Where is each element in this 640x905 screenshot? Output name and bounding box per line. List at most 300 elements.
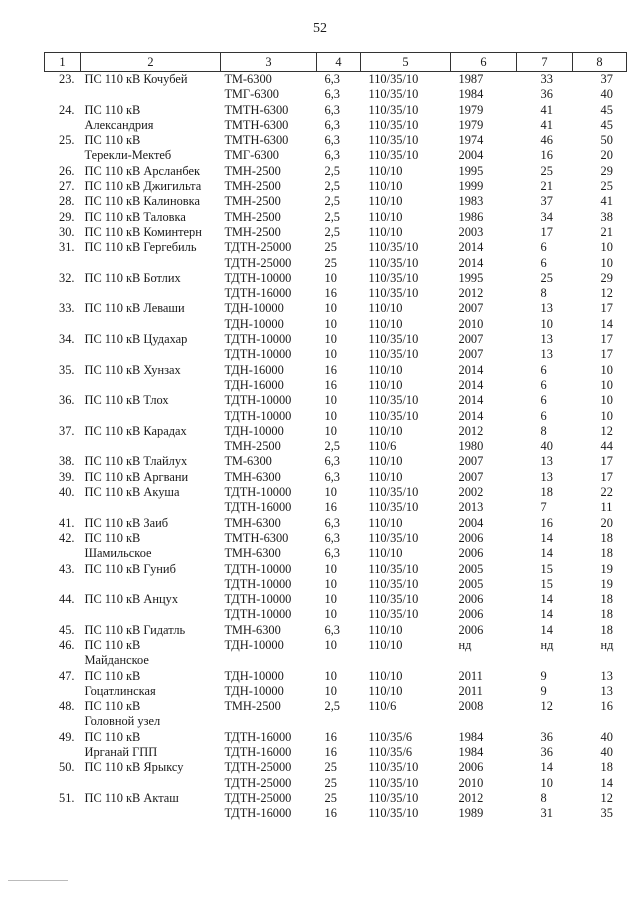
voltage-cell: 110/35/10: [368, 240, 419, 255]
transformer-type-cell: ТДТН-10000: [224, 561, 292, 576]
transformer-type-cell: ТДТН-10000: [224, 408, 292, 423]
row-number-cell: [45, 378, 81, 393]
row-number-cell: 48.: [59, 699, 75, 714]
table-row: [45, 409, 627, 424]
capacity-cell: 10: [324, 607, 337, 622]
capacity-cell: 25: [324, 760, 337, 775]
voltage-cell: 110/35/10: [368, 393, 419, 408]
row-number-cell: 23.: [59, 72, 75, 86]
voltage-cell: 110/10: [368, 637, 403, 652]
transformer-type-cell: ТМТН-6300: [224, 102, 289, 117]
service-years-cell: 36: [540, 745, 553, 760]
total-years-cell: 13: [600, 683, 613, 698]
row-number-cell: [45, 439, 81, 454]
total-years-cell: 18: [600, 607, 613, 622]
voltage-cell: 110/10: [368, 316, 403, 331]
year-installed-cell: 1980: [458, 439, 484, 454]
capacity-cell: 6,3: [324, 148, 340, 163]
voltage-cell: 110/35/10: [368, 806, 419, 821]
year-installed-cell: 2006: [458, 530, 484, 545]
table-row: [45, 806, 627, 821]
total-years-cell: 29: [600, 270, 613, 285]
year-installed-cell: 1989: [458, 806, 484, 821]
service-years-cell: 12: [540, 699, 553, 714]
table-row: [45, 760, 627, 775]
substation-name-cell: ПС 110 кВ: [84, 637, 141, 652]
row-number-cell: 29.: [59, 209, 75, 224]
total-years-cell: 25: [600, 179, 613, 194]
row-number-cell: [45, 286, 81, 301]
transformer-type-cell: ТМН-2500: [224, 194, 281, 209]
year-installed-cell: 1984: [458, 729, 484, 744]
substation-name-cell: [81, 439, 221, 454]
total-years-cell: 17: [600, 301, 613, 316]
total-years-cell: 38: [600, 209, 613, 224]
table-row: [45, 439, 627, 454]
service-years-cell: 25: [540, 270, 553, 285]
voltage-cell: 110/35/10: [368, 500, 419, 515]
table-row: [45, 72, 627, 88]
substation-name-cell: [81, 409, 221, 424]
total-years-cell: 22: [600, 485, 613, 500]
total-years-cell: 14: [600, 775, 613, 790]
row-number-cell: 39.: [59, 469, 75, 484]
voltage-cell: 110/10: [368, 179, 403, 194]
year-installed-cell: 1984: [458, 745, 484, 760]
substation-name-cell: [81, 317, 221, 332]
voltage-cell: 110/35/10: [368, 148, 419, 163]
transformer-type-cell: [221, 714, 317, 729]
row-number-cell: 34.: [59, 332, 75, 347]
transformer-type-cell: ТМН-2500: [224, 699, 281, 714]
year-installed-cell: 2014: [458, 255, 484, 270]
service-years-cell: 41: [540, 117, 553, 132]
total-years-cell: [573, 653, 627, 668]
substation-name-cell: ПС 110 кВ Таловка: [84, 209, 186, 224]
total-years-cell: 37: [600, 72, 613, 86]
table-row: [45, 256, 627, 271]
transformer-type-cell: ТДТН-25000: [224, 775, 292, 790]
total-years-cell: 21: [600, 224, 613, 239]
service-years-cell: 6: [540, 240, 547, 255]
substation-name-cell: ПС 110 кВ: [84, 729, 141, 744]
voltage-cell: 110/35/10: [368, 347, 419, 362]
table-row: [45, 378, 627, 393]
row-number-cell: [45, 776, 81, 791]
service-years-cell: 8: [540, 423, 547, 438]
transformer-type-cell: ТДТН-25000: [224, 240, 292, 255]
row-number-cell: [45, 806, 81, 821]
column-header-1: 1: [45, 53, 81, 72]
row-number-cell: 26.: [59, 163, 75, 178]
transformer-type-cell: ТМН-2500: [224, 224, 281, 239]
service-years-cell: 10: [540, 316, 553, 331]
total-years-cell: 17: [600, 454, 613, 469]
year-installed-cell: 2007: [458, 301, 484, 316]
voltage-cell: 110/35/6: [368, 729, 413, 744]
capacity-cell: 10: [324, 485, 337, 500]
row-number-cell: 33.: [59, 301, 75, 316]
total-years-cell: 41: [600, 194, 613, 209]
year-installed-cell: 1979: [458, 102, 484, 117]
row-number-cell: 36.: [59, 393, 75, 408]
voltage-cell: 110/6: [368, 699, 397, 714]
total-years-cell: нд: [600, 637, 614, 652]
capacity-cell: 6,3: [324, 133, 340, 148]
service-years-cell: 10: [540, 775, 553, 790]
service-years-cell: 17: [540, 224, 553, 239]
year-installed-cell: 2010: [458, 775, 484, 790]
capacity-cell: 10: [324, 301, 337, 316]
year-installed-cell: 2004: [458, 148, 484, 163]
substation-name-cell: ПС 110 кВ Цудахар: [84, 332, 188, 347]
table-row: [45, 393, 627, 408]
year-installed-cell: 1984: [458, 87, 484, 102]
capacity-cell: 6,3: [324, 454, 340, 469]
substation-name-cell: ПС 110 кВ Хунзах: [84, 362, 181, 377]
table-row: [45, 531, 627, 546]
voltage-cell: 110/10: [368, 301, 403, 316]
substation-name-cell: Ирганай ГПП: [84, 745, 158, 760]
total-years-cell: 19: [600, 561, 613, 576]
table-row: [45, 776, 627, 791]
capacity-cell: 16: [324, 806, 337, 821]
transformer-type-cell: ТДТН-10000: [224, 592, 292, 607]
transformer-type-cell: ТМН-6300: [224, 622, 281, 637]
substation-name-cell: [81, 776, 221, 791]
row-number-cell: 44.: [59, 592, 75, 607]
table-row: [45, 225, 627, 240]
voltage-cell: 110/10: [368, 668, 403, 683]
year-installed-cell: 2007: [458, 332, 484, 347]
year-installed-cell: 1987: [458, 72, 484, 86]
total-years-cell: 40: [600, 745, 613, 760]
year-installed-cell: 1983: [458, 194, 484, 209]
total-years-cell: 10: [600, 377, 613, 392]
year-installed-cell: нд: [458, 637, 472, 652]
capacity-cell: 25: [324, 775, 337, 790]
total-years-cell: 10: [600, 240, 613, 255]
capacity-cell: 2,5: [324, 439, 340, 454]
capacity-cell: [317, 714, 361, 729]
service-years-cell: 21: [540, 179, 553, 194]
year-installed-cell: [451, 714, 517, 729]
substation-name-cell: ПС 110 кВ Акташ: [84, 790, 179, 805]
table-row: [45, 745, 627, 760]
total-years-cell: 19: [600, 576, 613, 591]
voltage-cell: 110/35/10: [368, 117, 419, 132]
capacity-cell: 10: [324, 576, 337, 591]
service-years-cell: 16: [540, 515, 553, 530]
table-row: [45, 485, 627, 500]
row-number-cell: 45.: [59, 622, 75, 637]
service-years-cell: 6: [540, 255, 547, 270]
capacity-cell: 10: [324, 393, 337, 408]
year-installed-cell: 1999: [458, 179, 484, 194]
year-installed-cell: 2002: [458, 485, 484, 500]
table-row: [45, 516, 627, 531]
service-years-cell: 14: [540, 607, 553, 622]
voltage-cell: 110/35/10: [368, 760, 419, 775]
capacity-cell: 16: [324, 729, 337, 744]
capacity-cell: 6,3: [324, 87, 340, 102]
service-years-cell: 13: [540, 469, 553, 484]
capacity-cell: 2,5: [324, 163, 340, 178]
transformer-type-cell: ТДТН-10000: [224, 347, 292, 362]
capacity-cell: 10: [324, 637, 337, 652]
row-number-cell: 47.: [59, 668, 75, 683]
substation-name-cell: ПС 110 кВ Джигильта: [84, 179, 202, 194]
table-row: [45, 546, 627, 561]
total-years-cell: 10: [600, 393, 613, 408]
table-row: [45, 194, 627, 209]
total-years-cell: 20: [600, 515, 613, 530]
capacity-cell: 6,3: [324, 622, 340, 637]
year-installed-cell: 2006: [458, 760, 484, 775]
voltage-cell: 110/10: [368, 163, 403, 178]
substation-name-cell: [81, 577, 221, 592]
transformer-type-cell: ТДТН-10000: [224, 270, 292, 285]
substation-name-cell: [81, 347, 221, 362]
row-number-cell: 40.: [59, 485, 75, 500]
substation-name-cell: ПС 110 кВ: [84, 133, 141, 148]
table-row: [45, 347, 627, 362]
voltage-cell: 110/10: [368, 209, 403, 224]
transformer-type-cell: ТДН-10000: [224, 668, 284, 683]
substation-name-cell: ПС 110 кВ Гидатль: [84, 622, 186, 637]
table-row: [45, 118, 627, 133]
row-number-cell: [45, 546, 81, 561]
substation-name-cell: ПС 110 кВ Тлайлух: [84, 454, 188, 469]
year-installed-cell: 2011: [458, 668, 483, 683]
total-years-cell: 18: [600, 592, 613, 607]
service-years-cell: 7: [540, 500, 547, 515]
voltage-cell: 110/35/6: [368, 745, 413, 760]
substation-name-cell: Шамильское: [84, 546, 152, 561]
table-row: [45, 179, 627, 194]
service-years-cell: нд: [540, 637, 554, 652]
table-row: [45, 332, 627, 347]
total-years-cell: 45: [600, 102, 613, 117]
capacity-cell: 2,5: [324, 224, 340, 239]
capacity-cell: 16: [324, 362, 337, 377]
table-row: [45, 271, 627, 286]
total-years-cell: 44: [600, 439, 613, 454]
capacity-cell: 2,5: [324, 179, 340, 194]
voltage-cell: 110/35/10: [368, 592, 419, 607]
service-years-cell: 15: [540, 561, 553, 576]
year-installed-cell: 2008: [458, 699, 484, 714]
table-row: [45, 592, 627, 607]
voltage-cell: 110/10: [368, 362, 403, 377]
voltage-cell: 110/10: [368, 194, 403, 209]
transformer-type-cell: ТДТН-10000: [224, 576, 292, 591]
transformer-type-cell: ТДТН-25000: [224, 760, 292, 775]
voltage-cell: [361, 714, 451, 729]
voltage-cell: 110/35/10: [368, 102, 419, 117]
row-number-cell: [45, 607, 81, 622]
total-years-cell: 14: [600, 316, 613, 331]
total-years-cell: 18: [600, 546, 613, 561]
service-years-cell: 6: [540, 393, 547, 408]
table-row: [45, 577, 627, 592]
year-installed-cell: 2014: [458, 408, 484, 423]
transformer-type-cell: ТМТН-6300: [224, 530, 289, 545]
row-number-cell: 31.: [59, 240, 75, 255]
year-installed-cell: 2011: [458, 683, 483, 698]
table-row: [45, 470, 627, 485]
substation-name-cell: ПС 110 кВ Заиб: [84, 515, 169, 530]
service-years-cell: 14: [540, 760, 553, 775]
year-installed-cell: 2005: [458, 561, 484, 576]
total-years-cell: 18: [600, 530, 613, 545]
year-installed-cell: 2004: [458, 515, 484, 530]
transformer-type-cell: ТМН-2500: [224, 209, 281, 224]
service-years-cell: 31: [540, 806, 553, 821]
transformer-type-cell: [221, 653, 317, 668]
substation-name-cell: ПС 110 кВ Тлох: [84, 393, 169, 408]
capacity-cell: 25: [324, 240, 337, 255]
capacity-cell: 6,3: [324, 72, 340, 86]
voltage-cell: 110/35/10: [368, 576, 419, 591]
service-years-cell: 18: [540, 485, 553, 500]
year-installed-cell: 2014: [458, 362, 484, 377]
row-number-cell: 43.: [59, 561, 75, 576]
total-years-cell: 18: [600, 760, 613, 775]
transformer-type-cell: ТМН-6300: [224, 546, 281, 561]
voltage-cell: 110/6: [368, 439, 397, 454]
table-body: [45, 72, 627, 822]
capacity-cell: 6,3: [324, 515, 340, 530]
total-years-cell: 50: [600, 133, 613, 148]
capacity-cell: 6,3: [324, 102, 340, 117]
transformer-type-cell: ТДН-10000: [224, 316, 284, 331]
service-years-cell: 25: [540, 163, 553, 178]
table-row: [45, 240, 627, 255]
year-installed-cell: 2006: [458, 592, 484, 607]
transformer-type-cell: ТДТН-10000: [224, 485, 292, 500]
voltage-cell: [361, 653, 451, 668]
service-years-cell: 13: [540, 301, 553, 316]
substation-name-cell: ПС 110 кВ Анцух: [84, 592, 179, 607]
page-number: 52: [313, 21, 327, 36]
column-header-5: 5: [361, 53, 451, 72]
capacity-cell: 10: [324, 592, 337, 607]
service-years-cell: 6: [540, 362, 547, 377]
service-years-cell: 40: [540, 439, 553, 454]
capacity-cell: 25: [324, 790, 337, 805]
total-years-cell: 40: [600, 87, 613, 102]
substation-name-cell: [81, 500, 221, 515]
table-row: [45, 363, 627, 378]
transformer-type-cell: ТМТН-6300: [224, 133, 289, 148]
transformer-type-cell: ТМ-6300: [224, 454, 272, 469]
service-years-cell: 15: [540, 576, 553, 591]
substation-name-cell: ПС 110 кВ Ботлих: [84, 270, 181, 285]
transformer-type-cell: ТДТН-10000: [224, 332, 292, 347]
table-row: [45, 653, 627, 668]
voltage-cell: 110/10: [368, 683, 403, 698]
year-installed-cell: 2006: [458, 607, 484, 622]
service-years-cell: 14: [540, 546, 553, 561]
row-number-cell: 51.: [59, 790, 75, 805]
capacity-cell: 10: [324, 683, 337, 698]
total-years-cell: 29: [600, 163, 613, 178]
voltage-cell: 110/35/10: [368, 561, 419, 576]
capacity-cell: 10: [324, 561, 337, 576]
table-row: [45, 133, 627, 148]
row-number-cell: 38.: [59, 454, 75, 469]
row-number-cell: 24.: [59, 102, 75, 117]
table-row: [45, 286, 627, 301]
table-row: [45, 148, 627, 163]
transformer-type-cell: ТДТН-10000: [224, 393, 292, 408]
transformer-type-cell: ТДН-16000: [224, 377, 284, 392]
voltage-cell: 110/35/10: [368, 408, 419, 423]
substation-name-cell: [81, 286, 221, 301]
table-row: [45, 454, 627, 469]
row-number-cell: 50.: [59, 760, 75, 775]
row-number-cell: 27.: [59, 179, 75, 194]
table-row: [45, 791, 627, 806]
substation-name-cell: ПС 110 кВ Ярыксу: [84, 760, 184, 775]
substation-name-cell: [81, 607, 221, 622]
table-row: [45, 684, 627, 699]
substation-name-cell: Головной узел: [84, 714, 161, 729]
column-header-3: 3: [221, 53, 317, 72]
substation-table-container: [44, 52, 626, 822]
voltage-cell: 110/10: [368, 622, 403, 637]
transformer-type-cell: ТМН-2500: [224, 163, 281, 178]
transformer-type-cell: ТДТН-16000: [224, 286, 292, 301]
transformer-type-cell: ТДТН-16000: [224, 729, 292, 744]
transformer-type-cell: ТДТН-10000: [224, 607, 292, 622]
table-row: [45, 317, 627, 332]
total-years-cell: 20: [600, 148, 613, 163]
capacity-cell: 2,5: [324, 209, 340, 224]
column-header-7: 7: [517, 53, 573, 72]
year-installed-cell: 2005: [458, 576, 484, 591]
substation-name-cell: ПС 110 кВ: [84, 102, 141, 117]
transformer-type-cell: ТДН-10000: [224, 637, 284, 652]
voltage-cell: 110/35/10: [368, 530, 419, 545]
row-number-cell: [45, 409, 81, 424]
total-years-cell: 16: [600, 699, 613, 714]
voltage-cell: 110/10: [368, 454, 403, 469]
row-number-cell: [45, 714, 81, 729]
row-number-cell: 32.: [59, 270, 75, 285]
table-row: [45, 210, 627, 225]
total-years-cell: 10: [600, 408, 613, 423]
transformer-type-cell: ТДТН-16000: [224, 745, 292, 760]
total-years-cell: 12: [600, 286, 613, 301]
row-number-cell: [45, 653, 81, 668]
total-years-cell: 17: [600, 332, 613, 347]
table-row: [45, 301, 627, 316]
transformer-type-cell: ТДН-10000: [224, 301, 284, 316]
total-years-cell: 17: [600, 347, 613, 362]
row-number-cell: 42.: [59, 530, 75, 545]
service-years-cell: 14: [540, 530, 553, 545]
service-years-cell: 9: [540, 683, 547, 698]
substation-name-cell: ПС 110 кВ Калиновка: [84, 194, 200, 209]
table-row: [45, 623, 627, 638]
total-years-cell: [573, 714, 627, 729]
substation-name-cell: ПС 110 кВ: [84, 530, 141, 545]
transformer-type-cell: ТМН-2500: [224, 179, 281, 194]
total-years-cell: 18: [600, 622, 613, 637]
voltage-cell: 110/35/10: [368, 133, 419, 148]
